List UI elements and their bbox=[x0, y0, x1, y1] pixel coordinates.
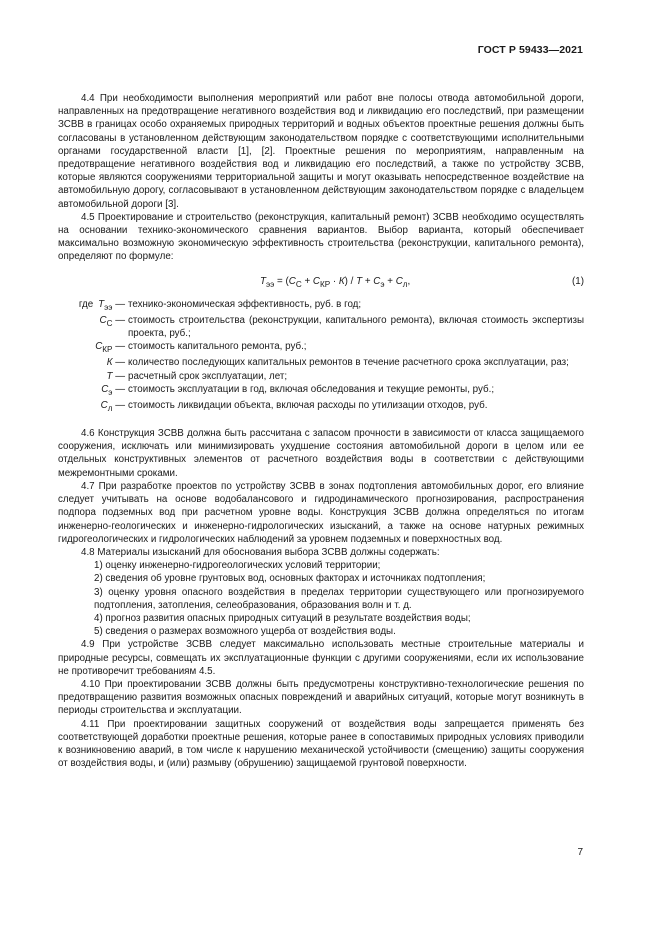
definition-text: стоимость ликвидации объекта, включая расходы по утилизации отходов, руб. bbox=[128, 399, 488, 411]
formula-expression: $Т_{ээ} = (С_С + С_{КР} \cdot К) / Т + С_э + С_л$, bbox=[260, 275, 411, 289]
definition-text: технико-экономическая эффективность, руб. в год; bbox=[128, 298, 362, 310]
definition-row: $С_л$ — стоимость ликвидации объекта, включая расходы по утилизации отходов, руб. bbox=[58, 399, 584, 415]
list-item: 3) оценку уровня опасного воздействия в пределах территории существующего или прогнозируемого подтопления, затопления, селеобразования, образования волн и т. д. bbox=[94, 586, 584, 611]
document-body bbox=[58, 92, 584, 770]
paragraph-4-9: 4.9 При устройстве ЗСВВ следует максимально использовать местные строительные материалы и природные ресурсы, совмещать их эксплуатационные функции с другими сооружениями, если их использование не противоречит требованиям 4.5. bbox=[58, 639, 584, 677]
formula-definitions bbox=[58, 298, 584, 415]
definition-text: количество последующих капитальных ремонтов в течение расчетного срока эксплуатации, раз; bbox=[128, 357, 569, 369]
paragraph-4-11: 4.11 При проектировании защитных сооружений от воздействия воды запрещается применять без соответствующей доработки проектные решения, которые ранее в сопоставимых природных условиях приводили к возникновению аварий, в том числе к нарушению механической устойчивости (смещению) защиты сооружения от воздействия воды, и (или) размыву (обрушению) защищаемой грунтовой поверхности. bbox=[58, 718, 584, 770]
definition-row: где $Т_{ээ}$ — технико-экономическая эффективность, руб. в год; bbox=[58, 298, 584, 314]
definition-row: $С_э$ — стоимость эксплуатации в год, включая обследования и текущие ремонты, руб.; bbox=[58, 383, 584, 399]
list-item: 5) сведения о размерах возможного ущерба от воздействия воды. bbox=[94, 626, 396, 638]
materials-list bbox=[58, 559, 584, 638]
page-number: 7 bbox=[577, 847, 583, 858]
list-item: 4) прогноз развития опасных природных ситуаций в результате воздействия воды; bbox=[94, 612, 471, 624]
paragraph-4-4: 4.4 При необходимости выполнения мероприятий или работ вне полосы отвода автомобильной дороги, направленных на предотвращение негативного воздействия вод и ликвидацию его последствий, при размещении ЗСВВ в границах особо охраняемых природных территорий и водных объектов проектные решения должны быть согласованы в установленном действующим законодательством порядке с соответствующими исполнительными органами государственной власти [1], [2]. Проектные решения по мероприятиям, направленным на предотвращение негативного воздействия вод и ликвидацию его последствий, а также по устройству ЗСВВ, которые являются сооружениями территориальной защиты и могут оказывать непосредственное воздействие на автомобильную дорогу, согласовывают в установленном действующим законодательством порядке с владельцем автомобильной дороги [3]. bbox=[58, 93, 584, 210]
document-header-id: ГОСТ Р 59433—2021 bbox=[477, 44, 583, 56]
list-item: 2) сведения об уровне грунтовых вод, основных факторах и источниках подтопления; bbox=[94, 573, 486, 585]
list-item: 1) оценку инженерно-гидрогеологических условий территории; bbox=[94, 560, 381, 572]
definition-text: расчетный срок эксплуатации, лет; bbox=[128, 370, 288, 382]
where-label: где bbox=[78, 298, 94, 310]
definition-row: $С_{КР}$ — стоимость капитального ремонта, руб.; bbox=[58, 340, 584, 356]
formula-number: (1) bbox=[572, 275, 584, 287]
definition-row: Т — расчетный срок эксплуатации, лет; bbox=[58, 370, 584, 383]
paragraph-4-6: 4.6 Конструкция ЗСВВ должна быть рассчитана с запасом прочности в зависимости от класса защищаемого сооружения, исключать или минимизировать ухудшение состояния автомобильной дороги в целом или ее отдельных конструктивных элементов от расчетного воздействия воды в соответствии с действующими межремонтными сроками. bbox=[58, 428, 584, 479]
paragraph-4-5: 4.5 Проектирование и строительство (реконструкция, капитальный ремонт) ЗСВВ необходимо осуществлять на основании технико-экономического сравнения вариантов. Выбор варианта, который обеспечивает максимально возможную экономическую эффективность строительства (реконструкции, капитального ремонта), определяют по формуле: bbox=[58, 211, 584, 263]
formula-1 bbox=[58, 275, 584, 289]
definition-text: стоимость строительства (реконструкции, капитального ремонта), включая стоимость экспертизы проекта, руб.; bbox=[128, 314, 584, 339]
definition-row: $С_С$ — стоимость строительства (реконструкции, капитального ремонта), включая стоимость экспертизы проекта, руб.; bbox=[99, 314, 584, 339]
paragraph-4-7: 4.7 При разработке проектов по устройству ЗСВВ в зонах подтопления автомобильных дорог, его влияние следует учитывать на основе водобалансового и гидродинамического прогнозирования, распространения подпора подземных вод при расчетном уровне воды. Конструкция ЗСВВ должна определяться по итогам инженерно-геологических и инженерно-гидрологических изысканий, а также на основе натурных режимных гидрогеологических и гидрологических наблюдений за уровнем подземных и поверхностных вод. bbox=[58, 480, 584, 545]
definition-row: К — количество последующих капитальных ремонтов в течение расчетного срока эксплуатации, раз; bbox=[58, 356, 584, 369]
paragraph-4-10: 4.10 При проектировании ЗСВВ должны быть предусмотрены конструктивно-технологические решения по предотвращению развития возможных опасных повреждений и аварийных ситуаций, которые могут возникнуть в периоды строительства и эксплуатации. bbox=[58, 678, 584, 717]
definition-text: стоимость капитального ремонта, руб.; bbox=[128, 341, 307, 353]
paragraph-4-8: 4.8 Материалы изысканий для обоснования выбора ЗСВВ должны содержать: bbox=[81, 546, 440, 558]
definition-text: стоимость эксплуатации в год, включая обследования и текущие ремонты, руб.; bbox=[128, 383, 495, 395]
